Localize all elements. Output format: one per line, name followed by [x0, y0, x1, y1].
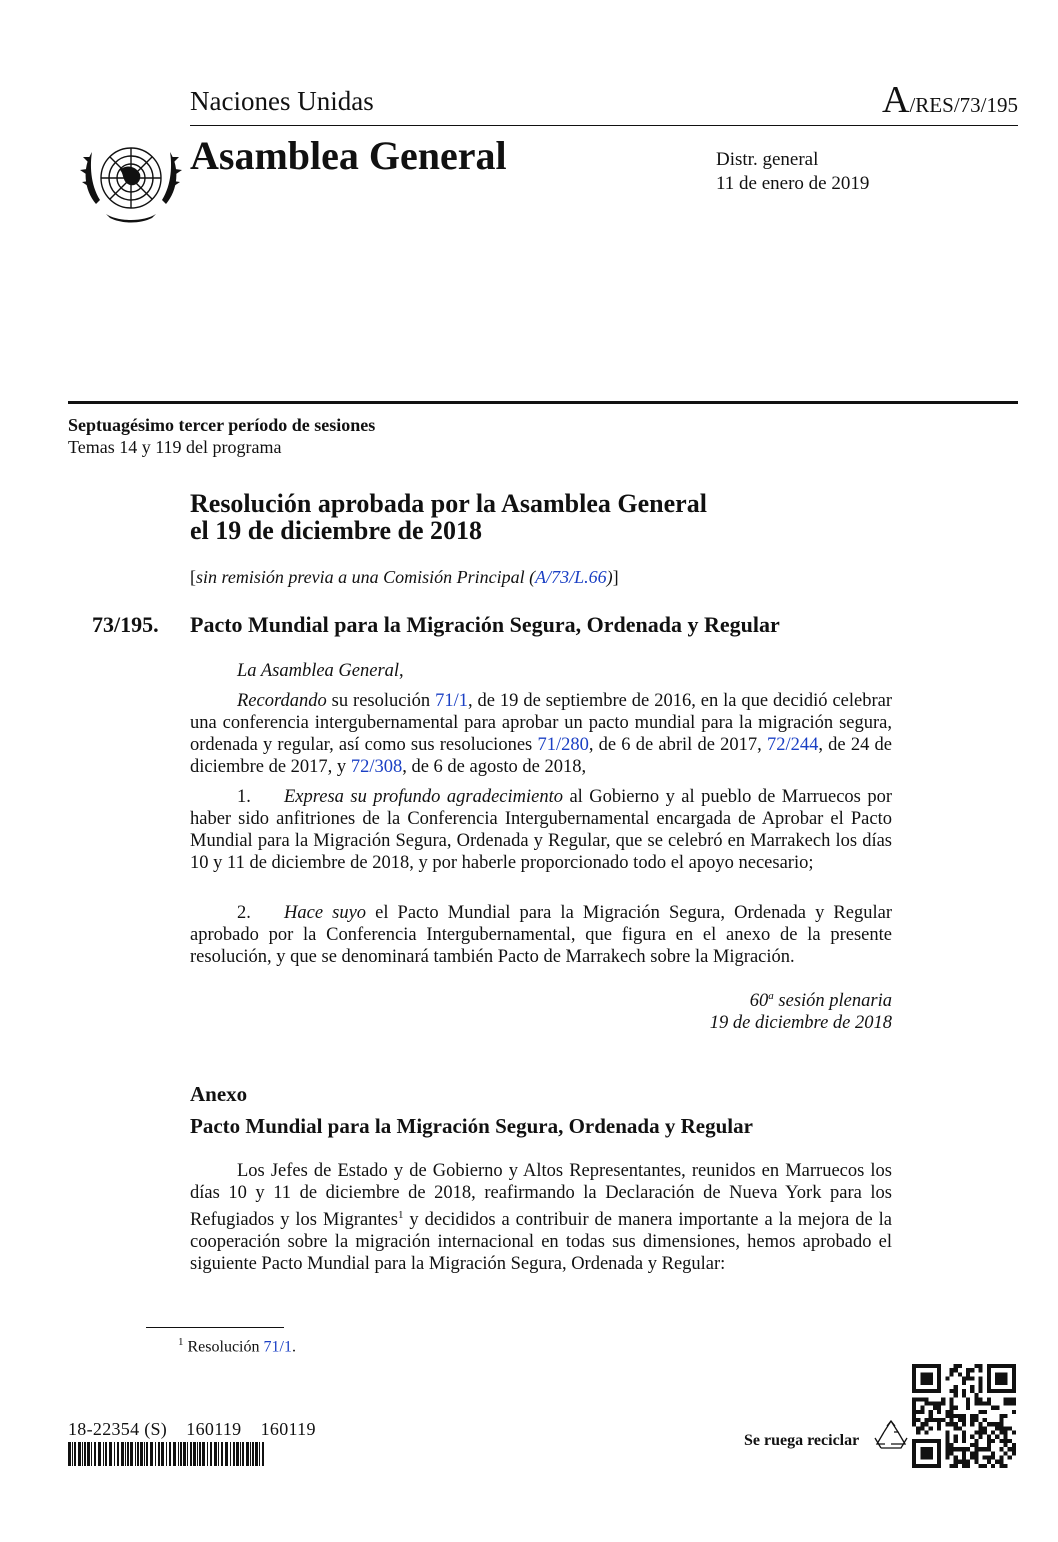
distribution: Distr. general — [716, 149, 819, 170]
resolution-number: 73/195. — [92, 612, 159, 637]
issue-date: 11 de enero de 2019 — [716, 173, 870, 194]
text-span: su resolución — [326, 691, 436, 711]
operative-verb: Hace suyo — [284, 903, 367, 923]
annex-title: Pacto Mundial para la Migración Segura, Ordenada y Regular — [190, 1114, 753, 1138]
operative-paragraph-2 — [190, 902, 892, 968]
operative-paragraph-1 — [190, 786, 892, 874]
session-rule — [68, 401, 1018, 404]
no-reference-note — [190, 567, 619, 588]
text-span: y decididos a contribuir de manera importante a la mejora de la cooperación sobre la migración internacional en todas sus dimensiones, hemos aprobado el siguiente Pacto Mundial para la Migración Segura, Ordenada y Regular: — [190, 1210, 892, 1275]
resolution-title-line1: Resolución aprobada por la Asamblea General — [190, 489, 707, 518]
resolution-title — [190, 490, 707, 544]
symbol-letter: A — [882, 79, 910, 121]
paragraph-number: 2. — [237, 903, 251, 923]
bracket-open: [ — [190, 567, 196, 587]
resolution-heading — [92, 612, 780, 638]
recalling-verb: Recordando — [237, 691, 327, 711]
session-block — [68, 414, 375, 458]
qr-code-icon — [912, 1364, 1016, 1468]
assembly-label: La Asamblea General — [237, 661, 400, 681]
draft-link[interactable]: A/73/L.66 — [535, 567, 607, 587]
footnote-ref[interactable]: 1 — [397, 1209, 404, 1221]
meeting-date: 19 de diciembre de 2018 — [709, 1013, 892, 1034]
paragraph-text: el Pacto Mundial para la Migración Segura, Ordenada y Regular aprobado por la Conferencia Intergubernamental, que figura en el anexo de la presente resolución, y que se denominará también Pacto de Marrakech sobre la Migración. — [190, 903, 892, 967]
organization-name: Naciones Unidas — [190, 86, 374, 116]
session-title: Septuagésimo tercer período de sesiones — [68, 415, 376, 435]
resolution-link-71-280[interactable]: 71/280 — [537, 735, 589, 755]
paragraph-number: 1. — [237, 787, 251, 807]
meeting-signature — [600, 985, 892, 1034]
document-symbol — [882, 78, 1018, 122]
paren-close: ) — [606, 567, 613, 587]
footnote-rule — [146, 1327, 284, 1328]
meeting-number — [600, 985, 892, 1012]
resolution-heading-text: Pacto Mundial para la Migración Segura, Ordenada y Regular — [190, 612, 780, 637]
recycle-text: Se ruega reciclar — [744, 1432, 860, 1449]
comma: , — [399, 661, 404, 681]
text-span: , de 19 de septiembre de 2016, en la que decidió celebrar una conferencia intergubernamental para aprobar un pacto mundial para la migración segura, ordenada y regular, así como sus resoluciones — [190, 691, 892, 755]
footnote-link[interactable]: 71/1 — [263, 1338, 292, 1356]
resolution-link-71-1[interactable]: 71/1 — [435, 691, 468, 711]
un-emblem-icon — [76, 134, 186, 228]
resolution-link-72-244[interactable]: 72/244 — [766, 735, 819, 755]
resolution-title-line2: el 19 de diciembre de 2018 — [190, 516, 482, 545]
bracket-close: ] — [612, 567, 619, 587]
paragraph-text: al Gobierno y al pueblo de Marruecos por haber sido anfitriones de la Conferencia Intergubernamental encargada de Aprobar el Pacto Mundial para la Migración Segura, Ordenada y Regular, que se celebró en Marrakech los días 10 y 11 de diciembre de 2018, y por haberle proporcionado todo el apoyo necesario; — [190, 787, 892, 873]
recalling-paragraph — [190, 690, 892, 778]
text-span: , de 6 de abril de 2017, — [588, 735, 767, 755]
no-ref-text: sin remisión previa a una Comisión Principal ( — [196, 567, 536, 587]
body-name: Asamblea General — [190, 133, 507, 178]
recycle-icon — [873, 1418, 909, 1452]
text-span: Los Jefes de Estado y de Gobierno y Altos Representantes, reunidos en Marruecos los días 10 y 11 de diciembre de 2018, reafirmando la Declaración de Nueva York para los Refugiados y los Migrantes — [190, 1161, 892, 1231]
footnote-number: 1 — [178, 1336, 184, 1348]
barcode-icon — [68, 1442, 264, 1466]
text-span: , de 6 de agosto de 2018, — [402, 757, 587, 777]
meeting-rest: sesión plenaria — [773, 991, 892, 1012]
distribution-block — [716, 148, 869, 196]
header-rule — [190, 125, 1018, 126]
annex-paragraph-1 — [190, 1160, 892, 1275]
footnote-end: . — [291, 1338, 296, 1356]
meeting-sup: a — [768, 990, 774, 1002]
operative-verb: Expresa su profundo agradecimiento — [284, 787, 563, 807]
preamble-intro — [190, 660, 892, 682]
footnote — [178, 1336, 296, 1356]
symbol-rest: /RES/73/195 — [909, 93, 1018, 117]
annex-label: Anexo — [190, 1082, 248, 1106]
job-number: 18-22354 (S) 160119 160119 — [68, 1419, 316, 1439]
text-span: , de 24 de diciembre de 2017, y — [190, 735, 892, 777]
footnote-text: Resolución — [183, 1338, 264, 1356]
resolution-link-72-308[interactable]: 72/308 — [350, 757, 403, 777]
meeting-num: 60 — [749, 991, 769, 1012]
agenda-items: Temas 14 y 119 del programa — [68, 437, 282, 457]
